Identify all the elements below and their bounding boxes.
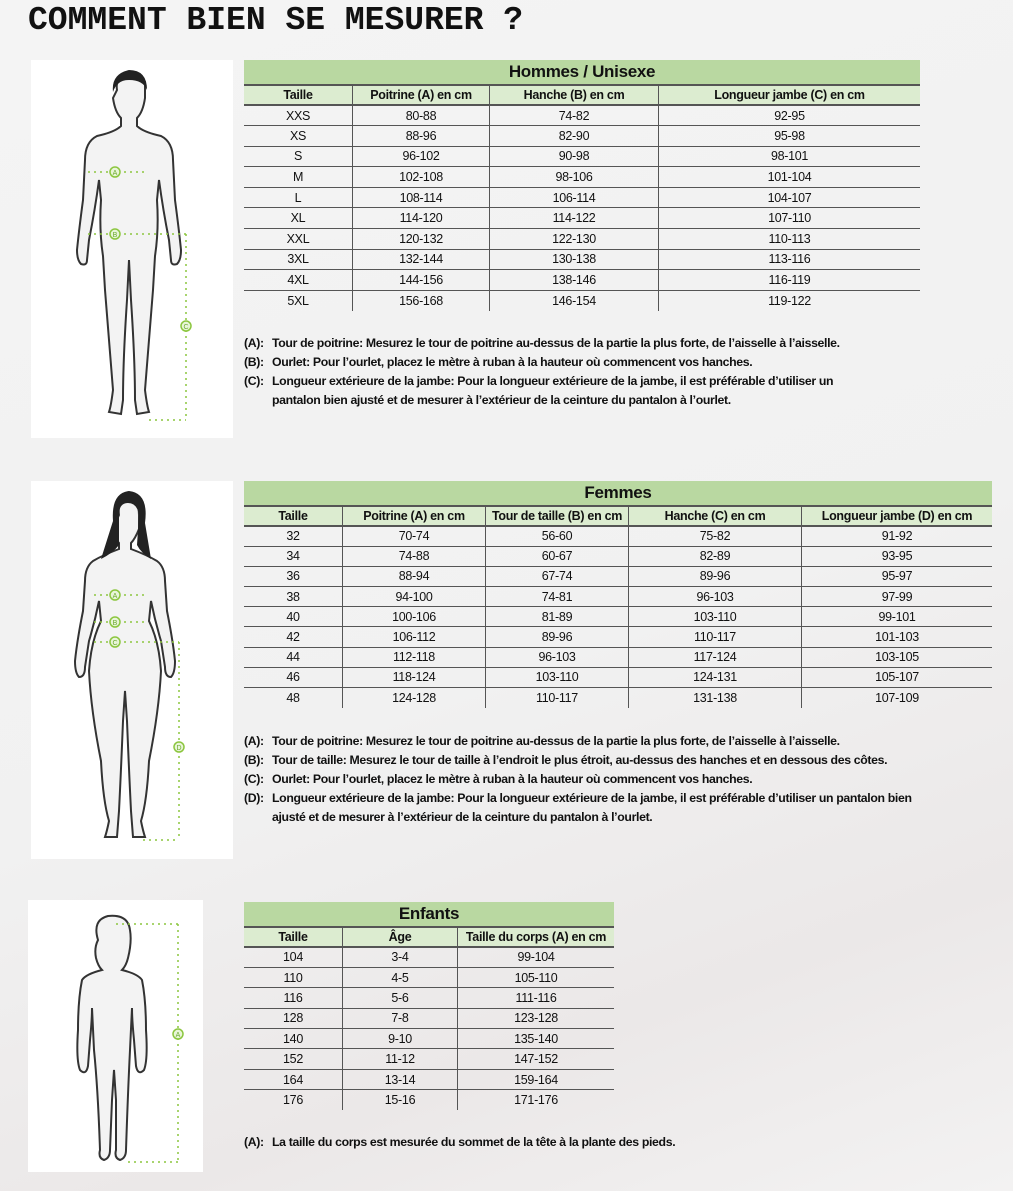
table-row <box>244 667 992 687</box>
table-cell: 112-118 <box>343 647 486 667</box>
col-header: Hanche (B) en cm <box>490 85 659 105</box>
col-header: Longueur jambe (D) en cm <box>802 506 993 526</box>
marker-c: C <box>112 640 118 647</box>
note-item: (A): La taille du corps est mesurée du sommet de la tête à la plante des pieds. <box>244 1135 676 1149</box>
note-item: (A): Tour de poitrine: Mesurez le tour de poitrine au-dessus de la partie la plus forte, de l’aisselle à l’aisselle. <box>244 336 840 350</box>
table-cell: 111-116 <box>458 988 615 1008</box>
table-cell: 60-67 <box>486 546 629 566</box>
table-row <box>244 1029 614 1049</box>
marker-a: A <box>112 170 118 177</box>
table-cell: XS <box>244 126 353 147</box>
table-cell: 92-95 <box>659 105 921 126</box>
table-cell: 82-89 <box>629 546 802 566</box>
table-cell: 104-107 <box>659 187 921 208</box>
table-cell: 74-88 <box>343 546 486 566</box>
note-item: (C): Longueur extérieure de la jambe: Pour la longueur extérieure de la jambe, il est préférable d’utiliser un pantalon bien ajusté et de mesurer à l’extérieur de la ceinture du pantalon à l’ourlet. <box>244 374 834 407</box>
kids-size-table <box>244 902 614 1110</box>
table-cell: 91-92 <box>802 526 993 546</box>
note-item: (B): Ourlet: Pour l’ourlet, placez le mètre à ruban à la hauteur où commencent vos hanches. <box>244 355 753 369</box>
table-cell: 118-124 <box>343 667 486 687</box>
table-cell: 3XL <box>244 249 353 270</box>
table-cell: 140 <box>244 1029 343 1049</box>
table-cell: 4-5 <box>343 967 458 987</box>
table-cell: 9-10 <box>343 1029 458 1049</box>
table-row <box>244 1008 614 1028</box>
women-figure <box>31 481 233 859</box>
table-cell: 107-109 <box>802 688 993 708</box>
table-cell: 110-117 <box>486 688 629 708</box>
table-cell: 93-95 <box>802 546 993 566</box>
table-cell: 70-74 <box>343 526 486 546</box>
table-row <box>244 988 614 1008</box>
women-size-table <box>244 481 992 708</box>
col-header: Hanche (C) en cm <box>629 506 802 526</box>
table-cell: 97-99 <box>802 587 993 607</box>
table-cell: 114-120 <box>353 208 490 229</box>
table-cell: 101-103 <box>802 627 993 647</box>
child-silhouette-icon <box>28 900 203 1172</box>
table-cell: 75-82 <box>629 526 802 546</box>
table-cell: 132-144 <box>353 249 490 270</box>
note-item: (C): Ourlet: Pour l’ourlet, placez le mètre à ruban à la hauteur où commencent vos hanches. <box>244 772 753 786</box>
table-cell: 32 <box>244 526 343 546</box>
table-cell: 123-128 <box>458 1008 615 1028</box>
table-cell: 110-117 <box>629 627 802 647</box>
table-cell: 119-122 <box>659 290 921 311</box>
table-row <box>244 1090 614 1110</box>
table-row <box>244 167 920 188</box>
table-cell: 95-97 <box>802 566 993 586</box>
table-cell: 120-132 <box>353 229 490 250</box>
table-cell: 11-12 <box>343 1049 458 1069</box>
table-cell: 94-100 <box>343 587 486 607</box>
table-cell: S <box>244 146 353 167</box>
col-header: Taille <box>244 506 343 526</box>
col-header: Poitrine (A) en cm <box>343 506 486 526</box>
table-cell: 82-90 <box>490 126 659 147</box>
table-cell: 44 <box>244 647 343 667</box>
table-cell: 74-81 <box>486 587 629 607</box>
table-cell: 108-114 <box>353 187 490 208</box>
table-cell: 130-138 <box>490 249 659 270</box>
table-cell: 15-16 <box>343 1090 458 1110</box>
table-cell: 88-96 <box>353 126 490 147</box>
women-notes <box>244 732 934 827</box>
col-header: Âge <box>343 927 458 947</box>
table-cell: 3-4 <box>343 947 458 967</box>
marker-a: A <box>175 1032 181 1039</box>
kids-table-caption: Enfants <box>244 902 614 927</box>
table-row <box>244 187 920 208</box>
table-cell: 102-108 <box>353 167 490 188</box>
men-table-caption: Hommes / Unisexe <box>244 60 920 85</box>
table-cell: 81-89 <box>486 607 629 627</box>
table-cell: 5-6 <box>343 988 458 1008</box>
table-cell: 80-88 <box>353 105 490 126</box>
table-cell: XXL <box>244 229 353 250</box>
table-row <box>244 627 992 647</box>
table-cell: 176 <box>283 1093 303 1108</box>
man-silhouette-icon <box>31 60 233 438</box>
table-cell: 38 <box>244 587 343 607</box>
kids-figure <box>28 900 203 1172</box>
men-notes <box>244 334 854 410</box>
col-header: Taille <box>244 927 343 947</box>
kids-notes <box>244 1133 844 1152</box>
table-cell: 124-128 <box>343 688 486 708</box>
table-row <box>244 688 992 708</box>
table-row <box>244 566 992 586</box>
table-cell: 152 <box>244 1049 343 1069</box>
col-header: Taille du corps (A) en cm <box>458 927 615 947</box>
note-item: (B): Tour de taille: Mesurez le tour de taille à l’endroit le plus étroit, au-dessus des hanches et en dessous des côtes. <box>244 753 888 767</box>
table-cell: 95-98 <box>659 126 921 147</box>
marker-d: D <box>176 745 182 752</box>
table-cell: 103-110 <box>486 667 629 687</box>
table-row <box>244 967 614 987</box>
table-cell: 98-106 <box>490 167 659 188</box>
table-cell: 144-156 <box>353 270 490 291</box>
table-row <box>244 647 992 667</box>
table-cell: 114-122 <box>490 208 659 229</box>
table-cell: 117-124 <box>629 647 802 667</box>
table-cell: 101-104 <box>659 167 921 188</box>
table-cell: L <box>244 187 353 208</box>
table-row <box>244 249 920 270</box>
table-row <box>244 526 992 546</box>
table-row <box>244 146 920 167</box>
table-cell: 131-138 <box>629 688 802 708</box>
col-header: Tour de taille (B) en cm <box>486 506 629 526</box>
table-cell: 159-164 <box>458 1069 615 1089</box>
table-cell: 146-154 <box>490 290 659 311</box>
table-cell: 36 <box>244 566 343 586</box>
table-row <box>244 126 920 147</box>
table-cell: 106-114 <box>490 187 659 208</box>
table-cell: 106-112 <box>343 627 486 647</box>
table-row <box>244 607 992 627</box>
table-cell: 128 <box>244 1008 343 1028</box>
table-cell: 89-96 <box>629 566 802 586</box>
men-size-table <box>244 60 920 311</box>
table-cell: 74-82 <box>490 105 659 126</box>
table-cell: 116 <box>244 988 343 1008</box>
note-item: (D): Longueur extérieure de la jambe: Pour la longueur extérieure de la jambe, il est préférable d’utiliser un pantalon bien ajusté et de mesurer à l’extérieur de la ceinture du pantalon à l’ourlet. <box>244 791 912 824</box>
marker-c: C <box>183 324 189 331</box>
table-cell: 42 <box>244 627 343 647</box>
table-cell: 105-110 <box>458 967 615 987</box>
table-cell: 171-176 <box>458 1090 615 1110</box>
table-cell: 124-131 <box>629 667 802 687</box>
table-cell: 99-101 <box>802 607 993 627</box>
table-cell: 96-103 <box>486 647 629 667</box>
table-row <box>244 270 920 291</box>
table-cell: 7-8 <box>343 1008 458 1028</box>
table-cell: 103-110 <box>629 607 802 627</box>
page-title: COMMENT BIEN SE MESURER ? <box>28 2 524 39</box>
table-cell: 90-98 <box>490 146 659 167</box>
woman-silhouette-icon <box>31 481 233 859</box>
table-row <box>244 1049 614 1069</box>
table-cell: 122-130 <box>490 229 659 250</box>
table-cell: 40 <box>244 607 343 627</box>
table-row <box>244 229 920 250</box>
table-cell: 138-146 <box>490 270 659 291</box>
table-cell: XXS <box>244 105 353 126</box>
marker-a: A <box>112 593 118 600</box>
col-header: Longueur jambe (C) en cm <box>659 85 921 105</box>
marker-b: B <box>112 620 118 627</box>
table-cell: 107-110 <box>659 208 921 229</box>
table-row <box>244 105 920 126</box>
table-cell: M <box>244 167 353 188</box>
table-cell: 100-106 <box>343 607 486 627</box>
table-row <box>244 290 920 311</box>
table-cell: 135-140 <box>458 1029 615 1049</box>
table-cell: 5XL <box>287 293 309 308</box>
table-cell: 156-168 <box>353 290 490 311</box>
table-cell: 164 <box>244 1069 343 1089</box>
men-figure <box>31 60 233 438</box>
women-table-caption: Femmes <box>244 481 992 506</box>
table-cell: 110-113 <box>659 229 921 250</box>
table-cell: 89-96 <box>486 627 629 647</box>
table-cell: 88-94 <box>343 566 486 586</box>
table-cell: 98-101 <box>659 146 921 167</box>
table-cell: 110 <box>244 967 343 987</box>
table-cell: 34 <box>244 546 343 566</box>
table-cell: 96-102 <box>353 146 490 167</box>
table-cell: 67-74 <box>486 566 629 586</box>
table-cell: 113-116 <box>659 249 921 270</box>
table-cell: 99-104 <box>458 947 615 967</box>
note-item: (A): Tour de poitrine: Mesurez le tour de poitrine au-dessus de la partie la plus forte, de l’aisselle à l’aisselle. <box>244 734 840 748</box>
table-cell: 48 <box>286 690 300 705</box>
table-cell: 13-14 <box>343 1069 458 1089</box>
table-cell: 4XL <box>244 270 353 291</box>
table-row <box>244 1069 614 1089</box>
table-cell: 105-107 <box>802 667 993 687</box>
marker-b: B <box>112 232 118 239</box>
table-cell: 46 <box>244 667 343 687</box>
col-header: Taille <box>244 85 353 105</box>
table-row <box>244 587 992 607</box>
table-cell: 147-152 <box>458 1049 615 1069</box>
table-cell: XL <box>244 208 353 229</box>
table-row <box>244 546 992 566</box>
table-row <box>244 947 614 967</box>
table-cell: 104 <box>244 947 343 967</box>
table-cell: 116-119 <box>659 270 921 291</box>
col-header: Poitrine (A) en cm <box>353 85 490 105</box>
table-cell: 56-60 <box>486 526 629 546</box>
table-row <box>244 208 920 229</box>
table-cell: 96-103 <box>629 587 802 607</box>
table-cell: 103-105 <box>802 647 993 667</box>
